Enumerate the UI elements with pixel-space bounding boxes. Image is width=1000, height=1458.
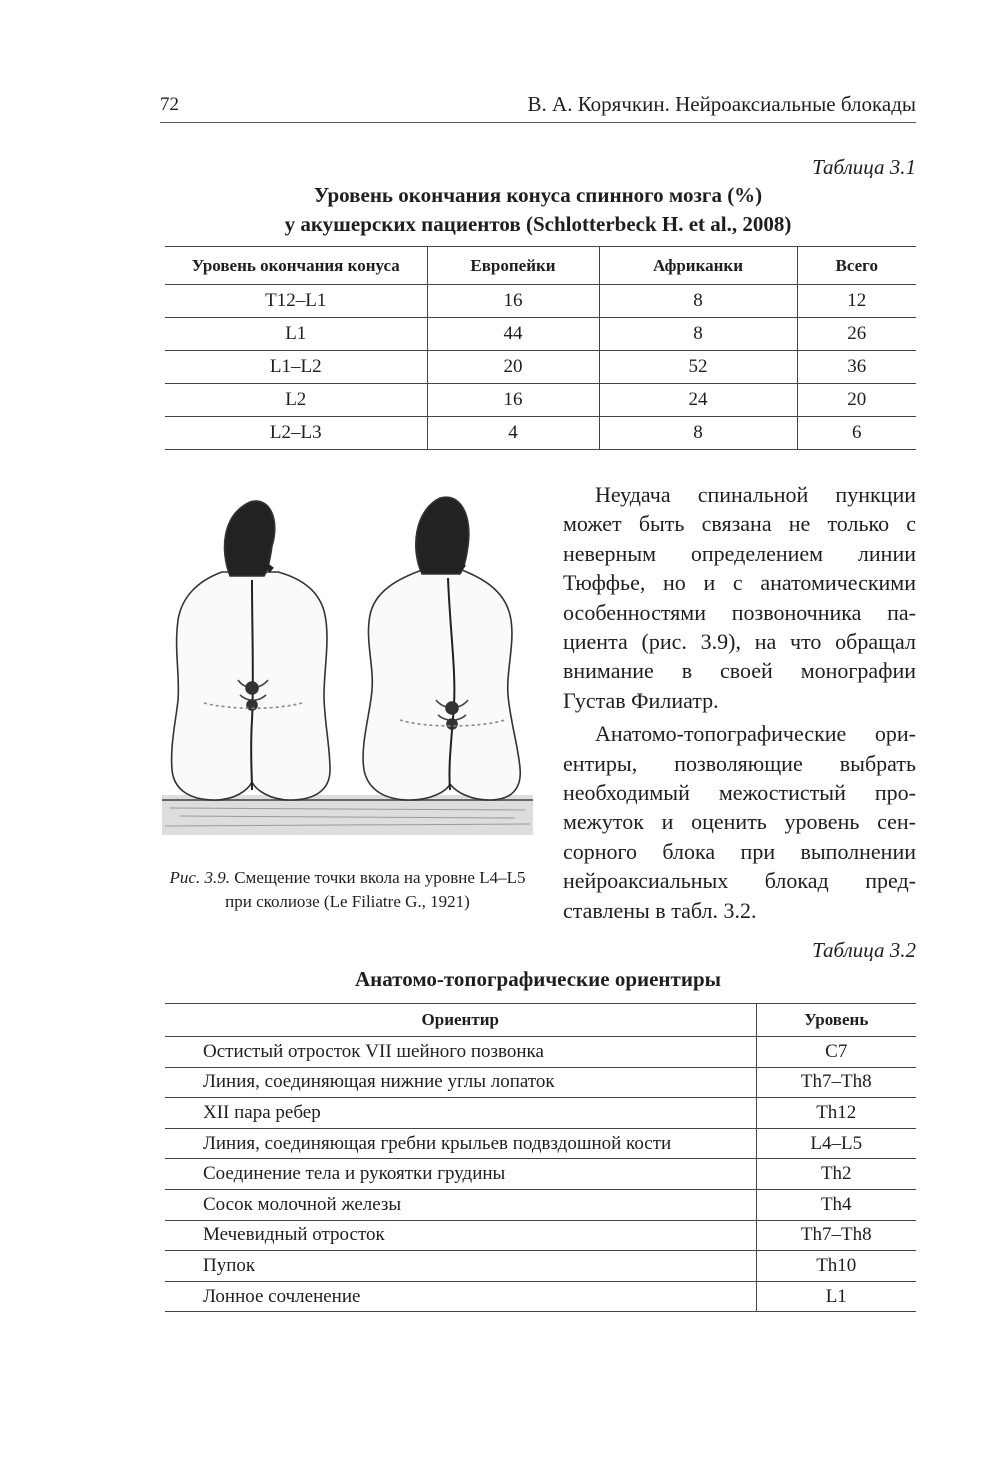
table-cell: Линия, соединяющая нижние углы лопаток [165,1067,756,1098]
table-cell: 16 [427,384,599,417]
table-cell: 6 [797,417,916,450]
table-cell: T12–L1 [165,285,427,318]
table-row [165,351,916,384]
table-row [165,1037,916,1068]
table-row [165,1098,916,1129]
table-cell: L2–L3 [165,417,427,450]
table-row [165,1067,916,1098]
table-row [165,1251,916,1282]
figure-caption-text: Смещение точки вкола на уровне L4–L5 при сколиозе (Le Filiatre G., 1921) [225,868,526,911]
table1-col-header: Всего [797,247,916,285]
table1-title-line1: Уровень окончания конуса спинного мозга (%) [313,183,763,207]
table2-title: Анатомо-топографические ориентиры [354,967,722,991]
table-cell: 20 [797,384,916,417]
table-cell: Th4 [756,1189,916,1220]
table-cell: Сосок молочной железы [165,1189,756,1220]
right-figure [363,497,520,800]
table-cell: Th10 [756,1251,916,1282]
table-row [165,285,916,318]
table-cell: 12 [797,285,916,318]
table-cell: Th12 [756,1098,916,1129]
table-cell: 24 [599,384,797,417]
table-row [165,417,916,450]
table-cell: Соединение тела и рукоятки грудины [165,1159,756,1190]
table-cell: Линия, соединяющая гребни крыльев подвздошной кости [165,1128,756,1159]
table1-col-header: Африканки [599,247,797,285]
table-cell: Th2 [756,1159,916,1190]
table2-col-header: Ориентир [165,1004,756,1037]
table-row [165,1159,916,1190]
table-cell: 20 [427,351,599,384]
running-header: В. А. Корячкин. Нейроаксиальные блокады [527,92,916,116]
table-cell: Th7–Th8 [756,1067,916,1098]
table1-title [160,181,916,239]
table-cell: L1 [756,1281,916,1312]
table-cell: Лонное сочленение [165,1281,756,1312]
table-cell: L1 [165,318,427,351]
table-cell: 8 [599,318,797,351]
table-cell: 52 [599,351,797,384]
table-row [165,1281,916,1312]
header-divider [160,122,916,123]
table-cell: 4 [427,417,599,450]
table-cell: L4–L5 [756,1128,916,1159]
table-cell: 36 [797,351,916,384]
paragraph: Неудача спинальной пункции может быть связана не только с неверным определением линии Тюффье, но и с анатомическими особенностями позвоночника пациента (рис. 3.9), на что обращал внимание в своей монографии Густав Филиатр. [563,482,916,713]
table2-label: Таблица 3.2 [812,938,916,962]
table-cell: 8 [599,285,797,318]
table-cell: L2 [165,384,427,417]
body-text [563,480,916,925]
table-cell: XII пара ребер [165,1098,756,1129]
table-cell: Остистый отросток VII шейного позвонка [165,1037,756,1068]
table1-col-header: Уровень окончания конуса [165,247,427,285]
table-row [165,1189,916,1220]
table1 [165,246,916,450]
table-row [165,318,916,351]
table2 [165,1003,916,1312]
figure-caption-label: Рис. 3.9. [169,868,230,887]
figure-caption [160,866,535,914]
table-cell: 44 [427,318,599,351]
table-cell: 16 [427,285,599,318]
table1-col-header: Европейки [427,247,599,285]
left-figure [172,501,330,800]
table2-col-header: Уровень [756,1004,916,1037]
paragraph: Анатомо-топографические ориентиры, позволяющие выбрать необходимый межостистый промежуток и оценить уровень сенсорного блока при выполнении нейроаксиальных блокад представлены в табл. 3.2. [563,721,916,923]
figure-drawing [160,490,535,835]
table-cell: C7 [756,1037,916,1068]
table-row [165,1128,916,1159]
table-cell: L1–L2 [165,351,427,384]
table-cell: Th7–Th8 [756,1220,916,1251]
table2-header-row [165,1004,916,1037]
table-cell: Мечевидный отросток [165,1220,756,1251]
table1-label: Таблица 3.1 [812,155,916,179]
table-cell: Пупок [165,1251,756,1282]
table-cell: 26 [797,318,916,351]
table-row [165,384,916,417]
figure-scoliosis-illustration [160,490,535,835]
table-cell: 8 [599,417,797,450]
table1-title-line2: у акушерских пациентов (Schlotterbeck H. et al., 2008) [284,212,792,236]
page-number: 72 [160,94,179,115]
table1-header-row [165,247,916,285]
table-row [165,1220,916,1251]
